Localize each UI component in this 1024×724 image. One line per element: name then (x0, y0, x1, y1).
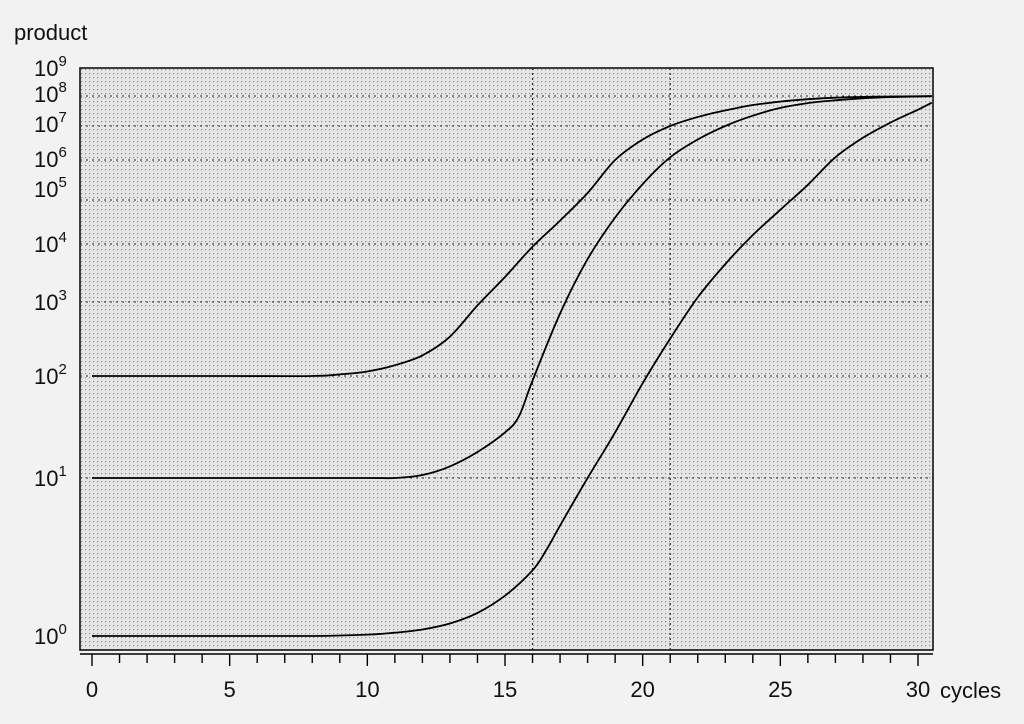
y-tick-label: $10^8$ (34, 79, 67, 107)
x-tick-label: 20 (630, 677, 655, 702)
y-tick-label: $10^3$ (34, 287, 67, 315)
x-tick-label: 30 (905, 677, 931, 702)
x-axis-label: cycles (940, 678, 1002, 703)
y-tick-label: $10^0$ (34, 621, 67, 649)
x-tick-label: 25 (768, 677, 793, 702)
y-axis-label: product (14, 20, 88, 45)
y-tick-label: $10^9$ (34, 53, 67, 81)
y-tick-label: $10^7$ (34, 109, 67, 137)
x-tick-label: 15 (492, 677, 518, 702)
plot-area (80, 68, 933, 650)
y-tick-label: $10^5$ (34, 174, 67, 202)
y-tick-label: $10^2$ (34, 361, 67, 389)
y-tick-label: $10^1$ (34, 463, 67, 491)
x-tick-label: 5 (223, 677, 236, 702)
x-tick-label: 10 (355, 677, 380, 702)
x-tick-label: 0 (85, 677, 99, 702)
y-tick-label: $10^6$ (34, 144, 67, 172)
y-tick-label: $10^4$ (34, 229, 67, 257)
